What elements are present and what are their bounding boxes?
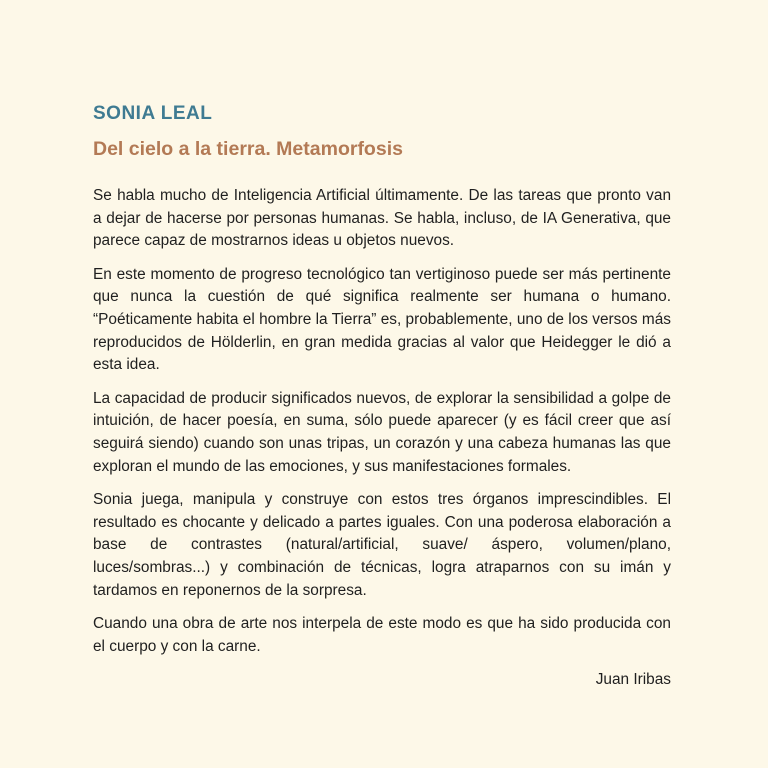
paragraph: En este momento de progreso tecnológico tan vertiginoso puede ser más pertinente que nunca la cuestión de qué significa realmente ser humana o humano. “Poéticamente habita el hombre la Tierra” es, probablemente, uno de los versos más reproducidos de Hölderlin, en gran medida gracias al valor que Heidegger le dió a esta idea. [93, 265, 671, 374]
signature: Juan Iribas [595, 671, 671, 689]
paragraph: Se habla mucho de Inteligencia Artificial últimamente. De las tareas que pronto van a dejar de hacerse por personas humanas. Se habla, incluso, de IA Generativa, que parece capaz de mostrarnos ideas u objetos nuevos. [93, 187, 671, 250]
paragraph: La capacidad de producir significados nuevos, de explorar la sensibilidad a golpe de intuición, de hacer poesía, en suma, sólo puede aparecer (y es fácil creer que así seguirá siendo) cuando son unas tripas, un corazón y una cabeza humanas las que exploran el mundo de las emociones, y sus manifestaciones formales. [93, 389, 671, 475]
paragraph: Sonia juega, manipula y construye con estos tres órganos imprescindibles. El resultado es chocante y delicado a partes iguales. Con una poderosa elaboración a base de contrastes (natural/artificial, suave/ áspero, volumen/plano, luces/sombras...) y combinación de técnicas, logra atraparnos con su imán y tardamos en reponernos de la sorpresa. [93, 491, 671, 599]
paragraph: Cuando una obra de arte nos interpela de este modo es que ha sido producida con el cuerpo y con la carne. [93, 615, 671, 655]
exhibition-title: Del cielo a la tierra. Metamorfosis [93, 138, 403, 160]
body-text [93, 185, 671, 658]
text-page [93, 102, 671, 691]
author-name: SONIA LEAL [93, 103, 213, 124]
